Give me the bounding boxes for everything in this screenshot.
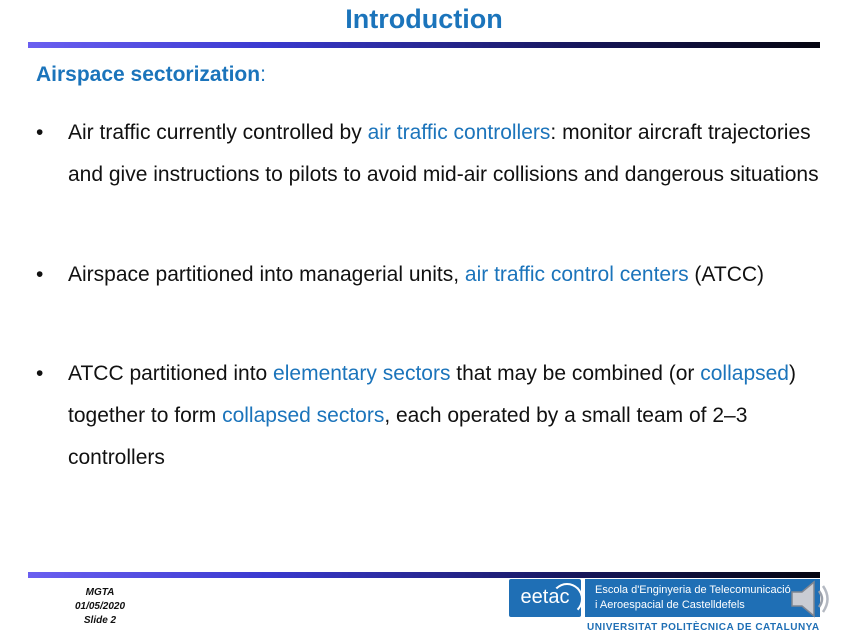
- bullet-text-part: , each operated by a small team of 2–3 controllers: [68, 404, 748, 469]
- bullet-text: [68, 254, 828, 296]
- eetac-logo: [509, 579, 581, 617]
- school-name-line-2: i Aeroespacial de Castelldefels: [595, 599, 745, 611]
- bullet-text-part: ) together to form: [68, 362, 796, 427]
- school-name-line-1: Escola d'Enginyeria de Telecomunicació: [595, 584, 791, 596]
- bullet-text: [68, 353, 828, 479]
- bullet-text-part: Air traffic currently controlled by: [68, 121, 368, 144]
- bullet-text: [68, 112, 828, 196]
- section-heading-colon: :: [260, 63, 266, 86]
- bullet-highlight: air traffic control centers: [464, 263, 689, 286]
- footer-date: 01/05/2020: [74, 601, 126, 612]
- bullet-marker: •: [36, 362, 44, 385]
- bullet-text-part: : monitor aircraft trajectories and give instructions to pilots to avoid mid-air collisions and dangerous situations: [68, 121, 819, 186]
- bullet-text-part: that may be combined (or: [450, 362, 701, 385]
- slide-title: Introduction: [345, 4, 503, 34]
- bullet-item-2: [36, 254, 820, 338]
- section-heading-text: Airspace sectorization: [36, 63, 261, 86]
- university-name: UNIVERSITAT POLITÈCNICA DE CATALUNYA: [587, 622, 820, 633]
- section-heading: [36, 63, 266, 87]
- footer-course: MGTA: [85, 587, 115, 598]
- bullet-text-part: (ATCC): [688, 263, 765, 286]
- bullet-highlight: collapsed sectors: [222, 404, 385, 427]
- bullet-highlight: collapsed: [700, 362, 789, 385]
- bullet-text-part: Airspace partitioned into managerial units,: [68, 263, 465, 286]
- bullet-highlight: air traffic controllers: [367, 121, 551, 144]
- bullet-highlight: elementary sectors: [273, 362, 451, 385]
- title-divider: [28, 42, 820, 48]
- bullet-marker: •: [36, 121, 44, 144]
- bullet-item-1: [36, 112, 820, 238]
- bullet-item-3: [36, 353, 820, 479]
- bullet-marker: •: [36, 263, 44, 286]
- bullet-text-part: ATCC partitioned into: [68, 362, 274, 385]
- school-name-band: [585, 579, 820, 617]
- footer-info: [70, 586, 130, 628]
- logo-text: eetac: [520, 586, 570, 608]
- footer-divider: [28, 572, 820, 578]
- footer-slide-number: Slide 2: [83, 615, 117, 626]
- speaker-icon[interactable]: [786, 574, 836, 624]
